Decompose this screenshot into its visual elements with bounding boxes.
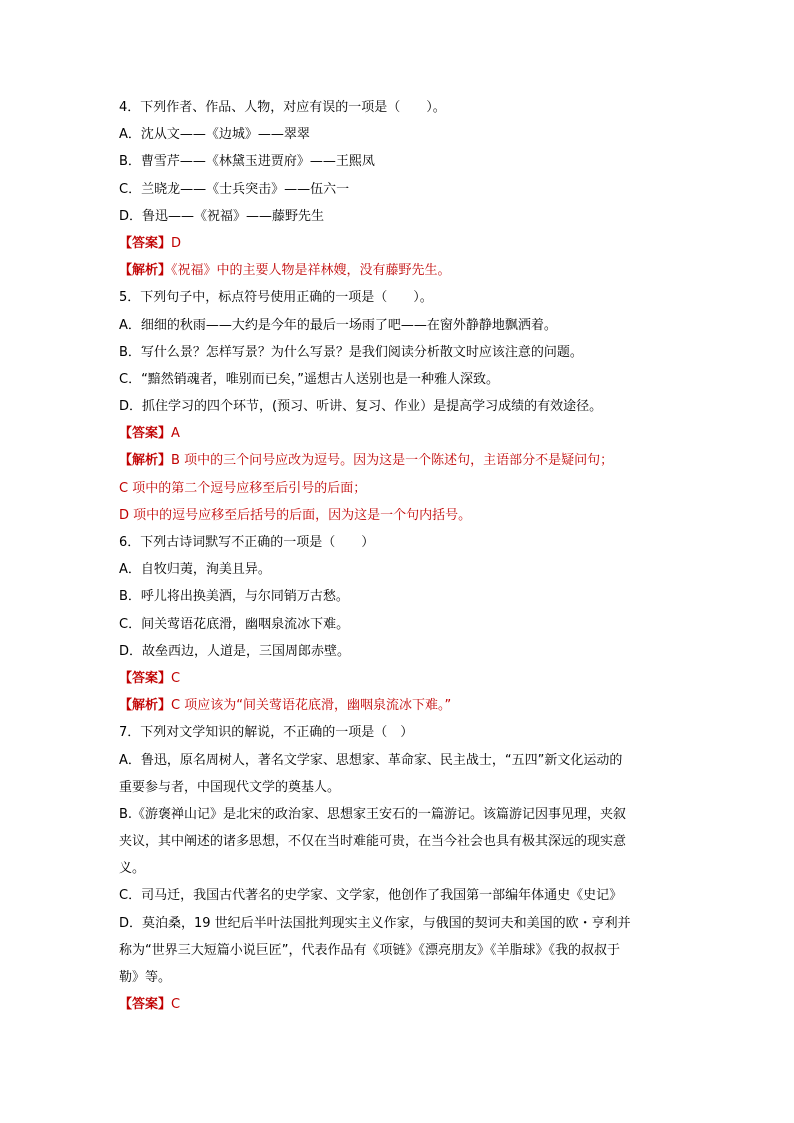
question-6-option-a: A．自牧归荑，洵美且异。	[119, 562, 271, 578]
analysis-tag: 【解析】	[119, 263, 172, 279]
question-4-option-b: B．曹雪芹——《林黛玉进贾府》——王熙凤	[119, 154, 375, 170]
question-7-option-b-line-3: 义。	[119, 861, 146, 877]
question-4-option-c: C．兰晓龙——《士兵突击》——伍六一	[119, 181, 350, 197]
question-5-analysis	[119, 447, 714, 474]
question-4-option-d: D．鲁迅——《祝福》——藤野先生	[119, 208, 325, 224]
question-4-stem: 4．下列作者、作品、人物，对应有误的一项是（ ）。	[119, 100, 446, 115]
question-6-option-d: D．故垒西边，人道是，三国周郎赤壁。	[119, 643, 351, 659]
question-4-option-a: A．沈从文——《边城》——翠翠	[119, 127, 310, 143]
question-5-option-c: C．“黯然销魂者，唯别而已矣，”遥想古人送别也是一种雅人深致。	[119, 371, 500, 387]
question-7-stem: 7．下列对文学知识的解说，不正确的一项是（ ）	[119, 725, 414, 741]
question-6-option-c: C．间关莺语花底滑，幽咽泉流冰下难。	[119, 616, 350, 632]
answer-tag: 【答案】	[119, 997, 172, 1013]
question-4-analysis	[119, 257, 714, 284]
question-5-analysis-line-3: D 项中的逗号应移至后括号的后面，因为这是一个句内括号。	[119, 507, 472, 523]
question-5-stem: 5．下列句子中，标点符号使用正确的一项是（ ）。	[119, 290, 433, 306]
question-6-stem: 6．下列古诗词默写不正确的一项是（ ）	[119, 535, 375, 550]
question-5-analysis-line-2: C 项中的第二个逗号应移至后引号的后面；	[119, 480, 367, 496]
analysis-text: B 项中的三个问号应改为逗号。因为这是一个陈述句，主语部分不是疑问句；	[171, 453, 614, 469]
analysis-tag: 【解析】	[119, 453, 172, 469]
question-5-option-a: A．细细的秋雨——大约是今年的最后一场雨了吧——在窗外静静地飘洒着。	[119, 317, 557, 333]
analysis-tag: 【解析】	[119, 698, 172, 714]
answer-value: C	[171, 670, 181, 686]
answer-value: A	[171, 426, 180, 442]
answer-tag: 【答案】	[119, 670, 172, 686]
question-6-answer	[119, 665, 714, 692]
question-4-answer	[119, 230, 714, 257]
question-7-option-d: D．莫泊桑，19 世纪后半叶法国批判现实主义作家，与俄国的契诃夫和美国的欧・亨利并	[119, 915, 631, 931]
question-7-option-a: A．鲁迅，原名周树人，著名文学家、思想家、革命家、民主战士，“五四”新文化运动的	[119, 752, 623, 768]
analysis-text: C 项应该为“间关莺语花底滑，幽咽泉流冰下难。”	[171, 698, 452, 714]
analysis-text: 《祝福》中的主要人物是祥林嫂，没有藤野先生。	[171, 263, 451, 279]
answer-tag: 【答案】	[119, 426, 172, 442]
question-5-option-b: B．写什么景？怎样写景？为什么写景？是我们阅读分析散文时应该注意的问题。	[119, 344, 583, 360]
question-7-option-c: C．司马迁，我国古代著名的史学家、文学家，他创作了我国第一部编年体通史《史记》	[119, 888, 623, 904]
question-6-analysis	[119, 692, 714, 719]
answer-value: C	[171, 997, 181, 1013]
question-7-option-b-line-2: 夹议，其中阐述的诸多思想，不仅在当时难能可贵，在当今社会也具有极其深远的现实意	[119, 834, 627, 850]
question-7-option-a-line-2: 重要参与者，中国现代文学的奠基人。	[119, 779, 341, 795]
question-7-option-b: B.《游褒禅山记》是北宋的政治家、思想家王安石的一篇游记。该篇游记因事见理，夹叙	[119, 806, 627, 822]
question-6-option-b: B．呼儿将出换美酒，与尔同销万古愁。	[119, 589, 349, 605]
question-5-option-d: D．抓住学习的四个环节，(预习、听讲、复习、作业）是提高学习成绩的有效途径。	[119, 399, 603, 415]
question-7-option-d-line-2: 称为“世界三大短篇小说巨匠”，代表作品有《项链》《漂亮朋友》《羊脂球》《我的叔叔于	[119, 942, 620, 958]
answer-value: D	[171, 235, 182, 251]
question-5-answer	[119, 420, 714, 447]
answer-tag: 【答案】	[119, 235, 172, 251]
question-7-answer	[119, 991, 714, 1018]
question-7-option-d-line-3: 勒》等。	[119, 970, 172, 985]
